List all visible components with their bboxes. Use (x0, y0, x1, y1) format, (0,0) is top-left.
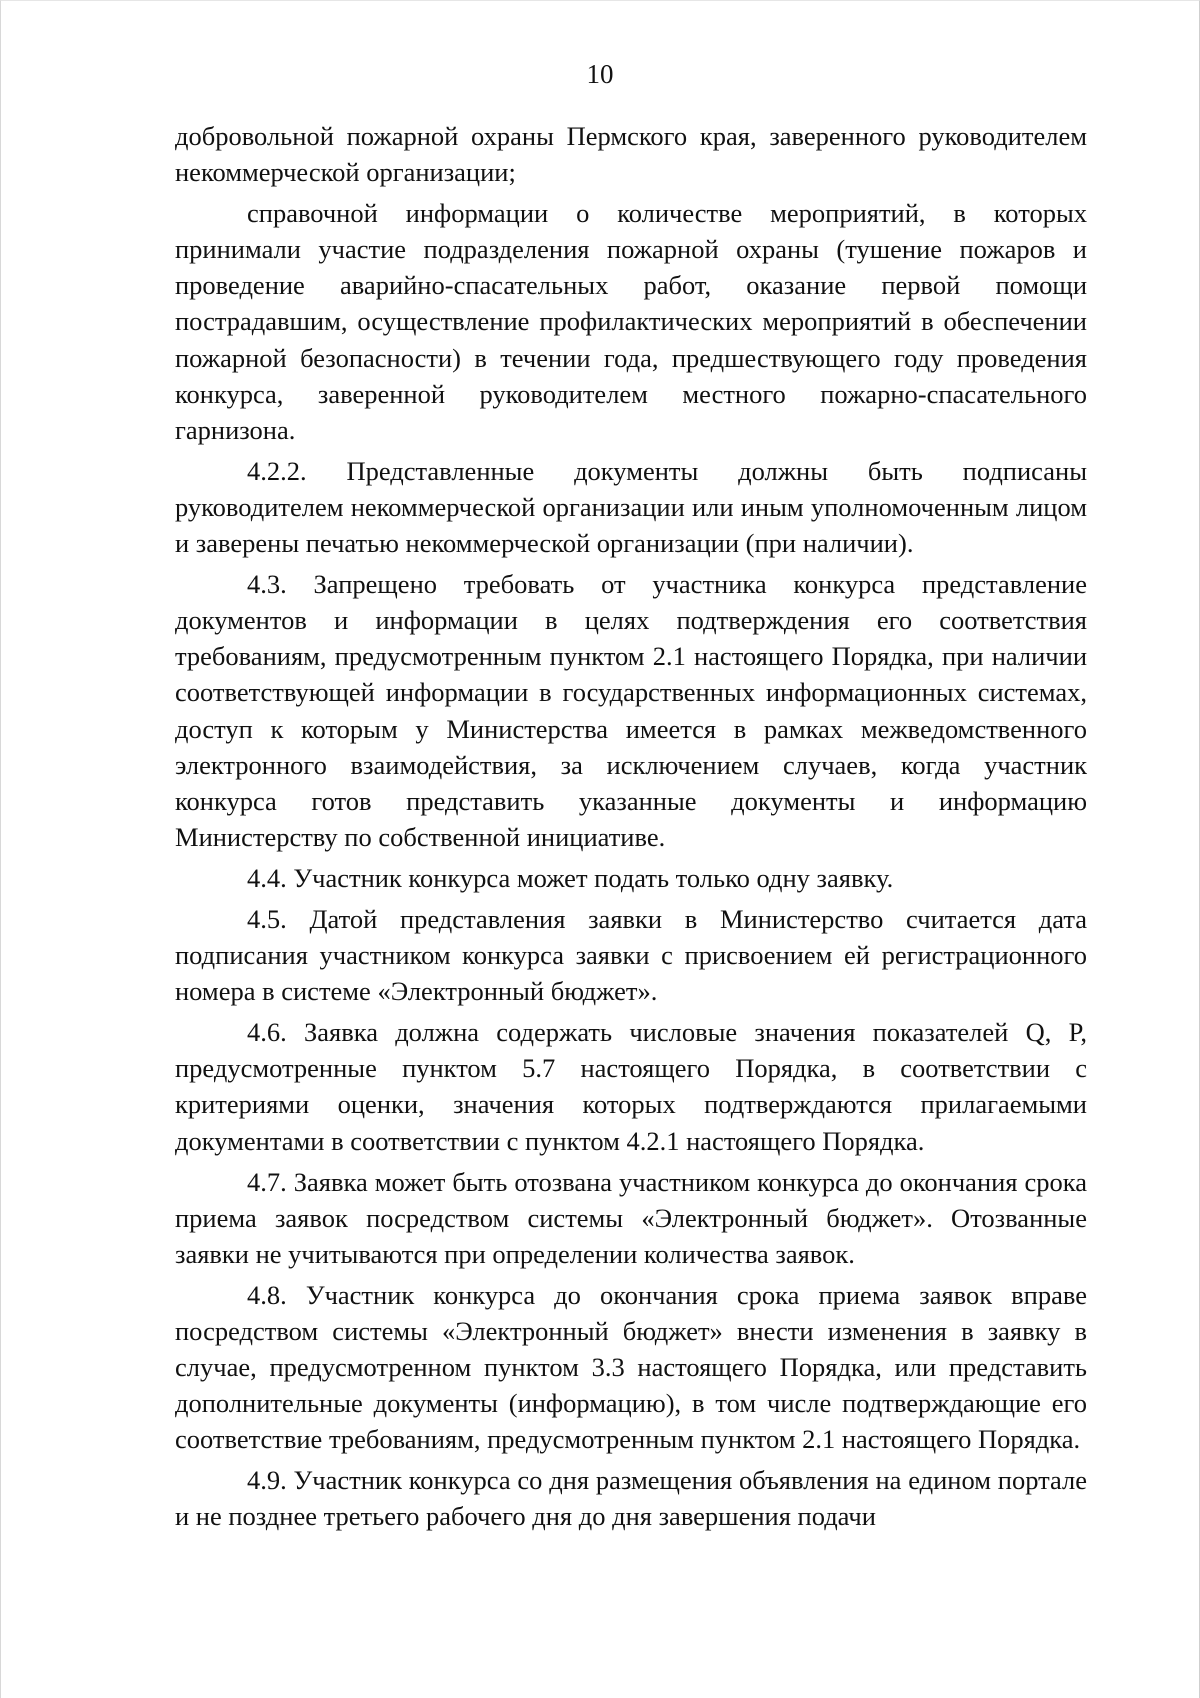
paragraph-4-6: 4.6. Заявка должна содержать числовые значения показателей Q, P, предусмотренные пунктом 5.7 настоящего Порядка, в соответствии с критериями оценки, значения которых подтверждаются прилагаемыми документами в соответствии с пунктом 4.2.1 настоящего Порядка. (175, 1017, 1087, 1156)
paragraph-4-4: 4.4. Участник конкурса может подать только одну заявку. (247, 862, 894, 893)
paragraph-4-9: 4.9. Участник конкурса со дня размещения объявления на едином портале и не позднее третьего рабочего дня до дня завершения подачи (175, 1465, 1087, 1532)
paragraph-4-5: 4.5. Датой представления заявки в Министерство считается дата подписания участником конкурса заявки с присвоением ей регистрационного номера в системе «Электронный бюджет». (175, 903, 1087, 1007)
paragraph-4-2-2: 4.2.2. Представленные документы должны быть подписаны руководителем некоммерческой организации или иным уполномоченным лицом и заверены печатью некоммерческой организации (при наличии). (175, 455, 1087, 559)
paragraph-4-3: 4.3. Запрещено требовать от участника конкурса представление документов и информации в целях подтверждения его соответствия требованиям, предусмотренным пунктом 2.1 настоящего Порядка, при наличии соответствующей информации в государственных информационных системах, доступ к которым у Министерства имеется в рамках межведомственного электронного взаимодействия, за исключением случаев, когда участник конкурса готов представить указанные документы и информацию Министерству по собственной инициативе. (175, 569, 1087, 852)
paragraph-4-7: 4.7. Заявка может быть отозвана участником конкурса до окончания срока приема заявок посредством системы «Электронный бюджет». Отозванные заявки не учитываются при определении количества заявок. (175, 1166, 1087, 1269)
paragraph-continuation: добровольной пожарной охраны Пермского края, заверенного руководителем некоммерческой организации; (175, 121, 1087, 188)
paragraph-4-8: 4.8. Участник конкурса до окончания срока приема заявок вправе посредством системы «Электронный бюджет» внести изменения в заявку в случае, предусмотренном пунктом 3.3 настоящего Порядка, или представить дополнительные документы (информацию), в том числе подтверждающие его соответствие требованиям, предусмотренным пунктом 2.1 настоящего Порядка. (175, 1279, 1087, 1455)
page-number: 10 (586, 59, 614, 89)
paragraph-reference-info: справочной информации о количестве мероприятий, в которых принимали участие подразделения пожарной охраны (тушение пожаров и проведение аварийно-спасательных работ, оказание первой помощи пострадавшим, осуществление профилактических мероприятий в обеспечении пожарной безопасности) в течении года, предшествующего году проведения конкурса, заверенной руководителем местного пожарно-спасательного гарнизона. (175, 198, 1087, 445)
document-body (175, 118, 1087, 1540)
